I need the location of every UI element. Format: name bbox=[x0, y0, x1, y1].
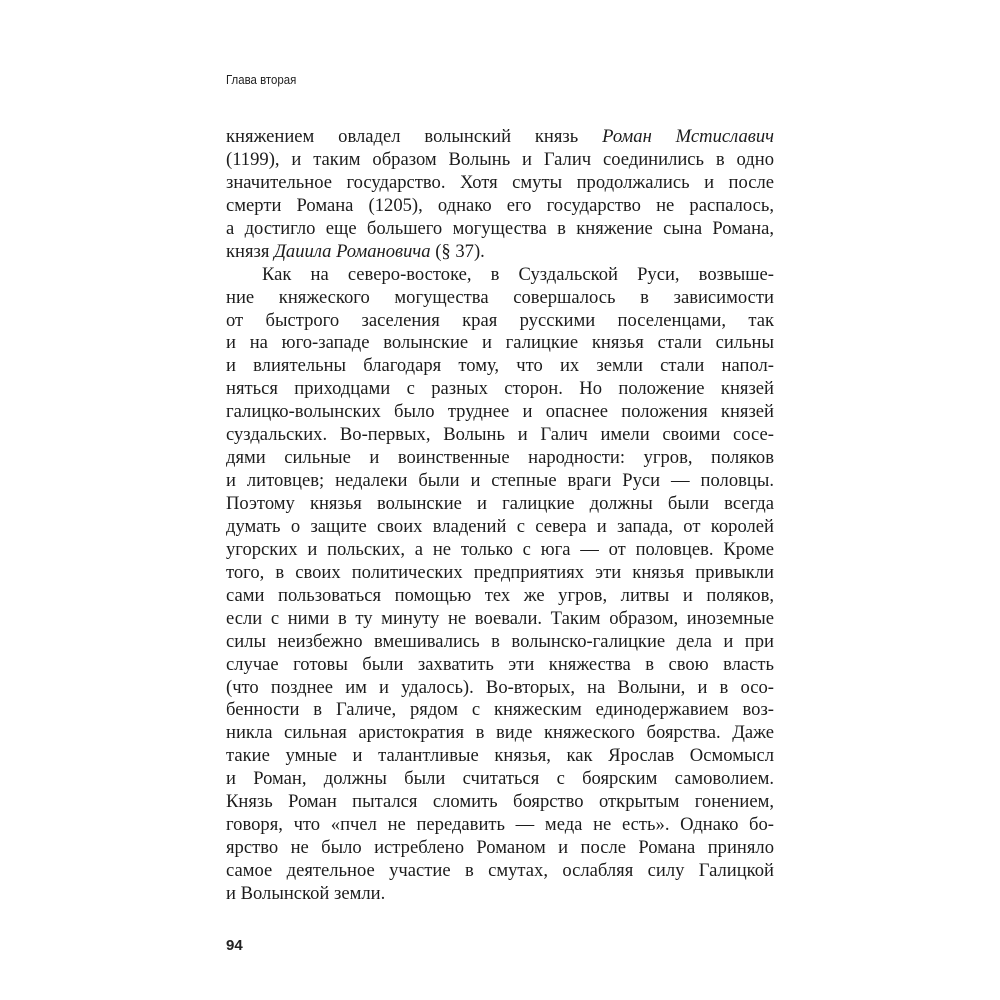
text-segment: няться приходцами с разных сторон. Но положение князей bbox=[226, 378, 774, 400]
text-segment: говоря, что «пчел не передавить — меда не есть». Однако бо- bbox=[226, 814, 774, 836]
text-line bbox=[226, 516, 774, 539]
text-segment: ярство не было истреблено Романом и после Романа приняло bbox=[226, 837, 774, 859]
body-text bbox=[226, 126, 774, 906]
text-segment: Поэтому князья волынские и галицкие должны были всегда bbox=[226, 493, 774, 514]
text-line bbox=[226, 287, 774, 310]
text-segment: если с ними в ту минуту не воевали. Таким образом, иноземные bbox=[226, 607, 774, 629]
text-segment: дями сильные и воинственные народности: угров, поляков bbox=[226, 447, 774, 469]
text-line bbox=[226, 883, 774, 906]
text-line bbox=[226, 470, 774, 493]
text-line bbox=[226, 241, 774, 264]
text-line bbox=[226, 677, 774, 700]
text-segment: сами пользоваться помощью тех же угров, литвы и поляков, bbox=[226, 584, 774, 606]
text-segment: случае готовы были захватить эти княжества в свою власть bbox=[226, 653, 774, 675]
text-segment: думать о защите своих владений с севера и запада, от королей bbox=[226, 515, 774, 537]
text-segment: того, в своих политических предприятиях эти князья привыкли bbox=[226, 561, 774, 583]
text-line bbox=[226, 310, 774, 333]
text-line bbox=[226, 562, 774, 585]
text-line bbox=[226, 332, 774, 355]
text-segment: князя bbox=[226, 240, 275, 262]
text-line bbox=[226, 654, 774, 677]
text-line bbox=[226, 126, 774, 149]
text-segment: а достигло еще большего могущества в княжение сына Романа, bbox=[226, 217, 774, 239]
text-segment: (§ 37). bbox=[430, 240, 485, 262]
text-segment: смерти Романа (1205), однако его государство не распалось, bbox=[226, 194, 774, 216]
text-line bbox=[226, 424, 774, 447]
text-segment: угорских и польских, а не только с юга — от половцев. Кроме bbox=[226, 538, 774, 560]
text-segment: княжением овладел волынский князь bbox=[226, 126, 603, 147]
text-segment: силы неизбежно вмешивались в волынско-галицкие дела и при bbox=[226, 630, 774, 652]
text-line bbox=[226, 539, 774, 562]
text-line bbox=[226, 447, 774, 470]
text-segment: и литовцев; недалеки были и степные враги Руси — половцы. bbox=[226, 470, 774, 492]
text-segment: Князь Роман пытался сломить боярство открытым гонением, bbox=[226, 791, 774, 813]
text-segment: самое деятельное участие в смутах, ослабляя силу Галицкой bbox=[226, 860, 774, 881]
text-line bbox=[226, 218, 774, 241]
text-segment: и на юго-западе волынские и галицкие князья стали сильны bbox=[226, 332, 774, 354]
text-line bbox=[226, 149, 774, 172]
text-line bbox=[226, 631, 774, 654]
text-line bbox=[226, 195, 774, 218]
text-segment: значительное государство. Хотя смуты продолжались и после bbox=[226, 171, 774, 193]
text-line bbox=[226, 722, 774, 745]
page-number: 94 bbox=[226, 937, 243, 954]
text-segment: галицко-волынских было труднее и опаснее положения князей bbox=[226, 401, 774, 423]
text-segment: и Волынской земли. bbox=[226, 882, 386, 904]
text-line bbox=[226, 837, 774, 860]
text-line bbox=[226, 608, 774, 631]
running-head: Глава вторая bbox=[226, 72, 297, 87]
text-line bbox=[226, 401, 774, 424]
text-segment: Как на северо-востоке, в Суздальской Руси, возвыше- bbox=[262, 263, 774, 285]
text-line bbox=[226, 745, 774, 768]
text-segment: от быстрого заселения края русскими поселенцами, так bbox=[226, 309, 774, 331]
text-line bbox=[226, 493, 774, 516]
italic-name: Даиила Романовича bbox=[274, 240, 431, 262]
text-segment: суздальских. Во-первых, Волынь и Галич имели своими сосе- bbox=[226, 424, 774, 446]
text-line bbox=[226, 791, 774, 814]
text-segment: ние княжеского могущества совершалось в зависимости bbox=[226, 286, 774, 308]
text-segment: никла сильная аристократия в виде княжеского боярства. Даже bbox=[226, 722, 774, 744]
text-segment: и влиятельны благодаря тому, что их земли стали напол- bbox=[226, 355, 774, 377]
text-segment: (что позднее им и удалось). Во-вторых, на Волыни, и в осо- bbox=[226, 676, 774, 698]
text-line bbox=[226, 378, 774, 401]
text-segment: бенности в Галиче, рядом с княжеским единодержавием воз- bbox=[226, 699, 774, 721]
text-line bbox=[226, 264, 774, 287]
text-line bbox=[226, 768, 774, 791]
text-line bbox=[226, 814, 774, 837]
text-line bbox=[226, 585, 774, 608]
text-line bbox=[226, 172, 774, 195]
text-segment: (1199), и таким образом Волынь и Галич соединились в одно bbox=[226, 148, 774, 170]
text-line bbox=[226, 860, 774, 883]
italic-name: Роман Мстиславич bbox=[602, 126, 775, 147]
text-line bbox=[226, 699, 774, 722]
text-line bbox=[226, 355, 774, 378]
text-segment: такие умные и талантливые князья, как Ярослав Осмомысл bbox=[226, 745, 774, 767]
text-segment: и Роман, должны были считаться с боярским самоволием. bbox=[226, 768, 774, 790]
